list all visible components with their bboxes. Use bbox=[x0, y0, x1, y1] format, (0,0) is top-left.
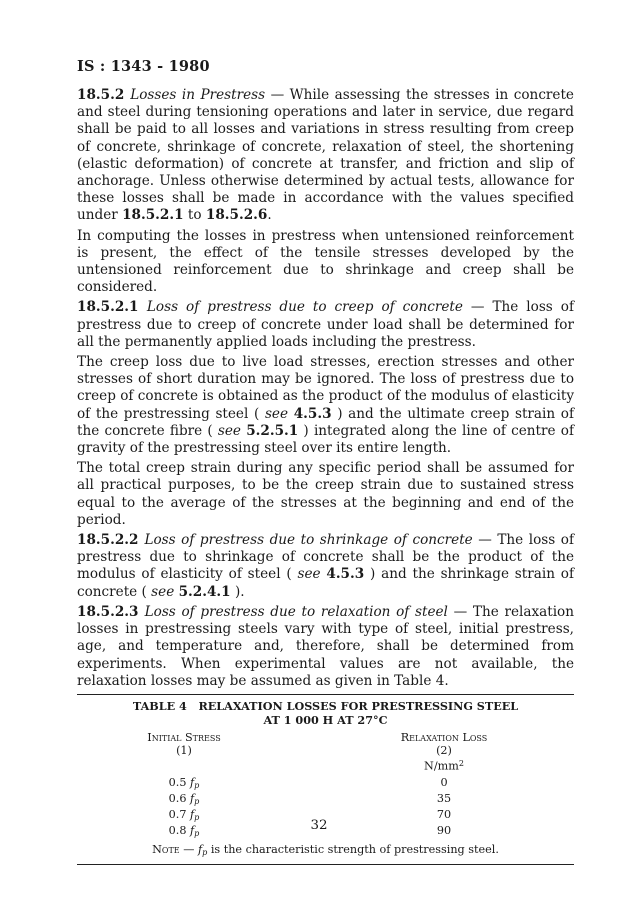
initial-stress-cell: 0.8 $f_p$ bbox=[168, 824, 200, 839]
initial-stress-cell: 0.5 $f_p$ bbox=[168, 776, 200, 791]
body-text bbox=[77, 87, 574, 690]
document-page bbox=[77, 58, 574, 865]
relaxation-loss-cell: 0 bbox=[440, 776, 448, 790]
col1-number: (1) bbox=[176, 744, 192, 758]
table-title-line2: AT 1 000 H AT 27°C bbox=[263, 712, 388, 727]
col2-unit: $N/mm^2$ bbox=[424, 759, 464, 773]
table-row bbox=[77, 792, 574, 808]
table-header bbox=[77, 731, 574, 773]
col2-number: (2) bbox=[436, 744, 452, 758]
col2-heading: Relaxation Loss bbox=[400, 730, 488, 744]
initial-stress-cell: 0.7 $f_p$ bbox=[168, 808, 200, 823]
relaxation-loss-cell: 70 bbox=[436, 808, 452, 822]
paragraph: In computing the losses in prestress when untensioned reinforcement is present, the effect of the tensile stresses developed by the untensioned reinforcement due to shrinkage and creep shall be considered. bbox=[77, 227, 574, 296]
paragraph: 18.5.2.2 Loss of prestress due to shrinkage of concrete — The loss of prestress due to shrinkage of concrete shall be the product of the modulus of elasticity of steel ( see 4.5.3 ) and the shrinkage strain of concrete ( see 5.2.4.1 ). bbox=[77, 532, 574, 600]
table-row bbox=[77, 776, 574, 792]
standard-header: IS : 1343 - 1980 bbox=[77, 58, 210, 75]
table-4 bbox=[77, 694, 574, 865]
table-title-line1: TABLE 4 RELAXATION LOSSES FOR PRESTRESSING STEEL bbox=[132, 698, 519, 713]
col1-header bbox=[109, 731, 259, 773]
paragraph: 18.5.2.1 Loss of prestress due to creep of concrete — The loss of prestress due to creep of concrete under load shall be determined for all the permanently applied loads including the prestress. bbox=[77, 299, 574, 350]
relaxation-loss-cell: 90 bbox=[436, 824, 452, 838]
paragraph: 18.5.2 Losses in Prestress — While assessing the stresses in concrete and steel during tensioning operations and later in service, due regard shall be paid to all losses and variations in stress resulting from creep of concrete, shrinkage of concrete, relaxation of steel, the shortening (elastic deformation) of concrete at transfer, and friction and slip of anchorage. Unless otherwise determined by actual tests, allowance for these losses shall be made in accordance with the values specified under 18.5.2.1 to 18.5.2.6. bbox=[77, 87, 574, 224]
relaxation-loss-cell: 35 bbox=[436, 792, 452, 806]
paragraph: The creep loss due to live load stresses, erection stresses and other stresses of short duration may be ignored. The loss of prestress due to creep of concrete is obtained as the product of the modulus of elasticity of the prestressing steel ( see 4.5.3 ) and the ultimate creep strain of the concrete fibre ( see 5.2.5.1 ) integrated along the line of centre of gravity of the prestressing steel over its entire length. bbox=[77, 354, 574, 457]
page-number: 32 bbox=[310, 818, 328, 833]
initial-stress-cell: 0.6 $f_p$ bbox=[168, 792, 200, 807]
note-label: Note bbox=[152, 843, 180, 857]
table-note: Note — $f_p$ is the characteristic strength of prestressing steel. bbox=[152, 843, 499, 858]
col2-header bbox=[369, 731, 519, 773]
paragraph: 18.5.2.3 Loss of prestress due to relaxation of steel — The relaxation losses in prestressing steels vary with type of steel, initial prestress, age, and temperature and, therefore, shall be determined from experiments. When experimental values are not available, the relaxation losses may be assumed as given in Table 4. bbox=[77, 603, 574, 689]
col1-heading: Initial Stress bbox=[147, 730, 221, 744]
paragraph: The total creep strain during any specific period shall be assumed for all practical purposes, to be the creep strain due to sustained stress equal to the average of the stresses at the beginning and end of the period. bbox=[77, 460, 574, 528]
